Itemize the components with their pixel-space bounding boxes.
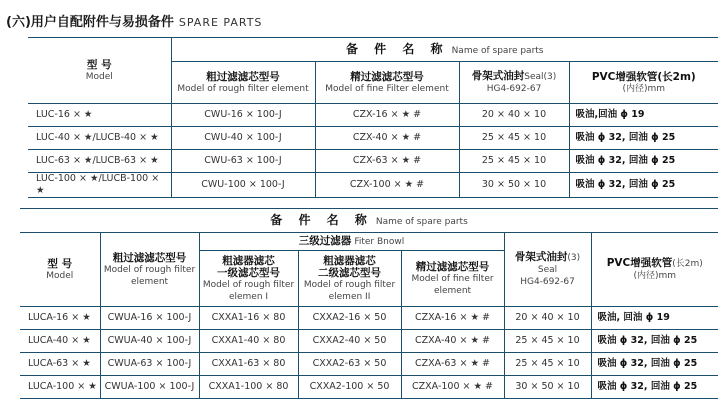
hose-header bbox=[569, 62, 718, 104]
section-heading bbox=[6, 11, 262, 31]
stage2-header-en: Model of rough filter elemen II bbox=[303, 279, 396, 302]
stage2-element-cell: CXXA2-100 × 50 bbox=[298, 376, 401, 399]
seal-header-std: HG4-692-67 bbox=[520, 277, 575, 287]
hose-cell: 吸油 ϕ 32, 回油 ϕ 25 bbox=[569, 150, 718, 173]
rough-filter-cell: CWUA-40 × 100-J bbox=[100, 330, 199, 353]
fine-filter-cell: CZXA-16 × ★ # bbox=[401, 307, 504, 330]
seal-header-en: Seal bbox=[537, 265, 558, 275]
stage2-element-cell: CXXA2-63 × 50 bbox=[298, 353, 401, 376]
hose-header-len: (长2m) bbox=[672, 259, 703, 269]
hose-header-en: (内径)mm bbox=[622, 83, 666, 94]
hose-header bbox=[591, 233, 718, 307]
spare-parts-header bbox=[20, 209, 718, 233]
fine-filter-cell: CZXA-40 × ★ # bbox=[401, 330, 504, 353]
model-header-en: Model bbox=[46, 270, 74, 281]
rough-filter-header-en: Model of rough filter element bbox=[177, 83, 309, 94]
stage2-element-cell: CXXA2-16 × 50 bbox=[298, 307, 401, 330]
hose-cell: 吸油 ϕ 32, 回油 ϕ 25 bbox=[591, 353, 718, 376]
fine-filter-header-zh: 精过滤滤芯型号 bbox=[415, 260, 490, 273]
stage1-element-header bbox=[199, 251, 298, 307]
model-header bbox=[28, 38, 171, 104]
hose-header-zh: PVC增强软管 bbox=[606, 257, 673, 269]
model-cell: LUCA-16 × ★ bbox=[20, 307, 100, 330]
spare-parts-header-en: Name of spare parts bbox=[451, 45, 544, 56]
fine-filter-header-en: Model of fine filter element bbox=[411, 273, 494, 296]
fine-filter-header bbox=[315, 62, 459, 104]
model-header-zh: 型 号 bbox=[86, 58, 112, 71]
fine-filter-cell: CZX-63 × ★ # bbox=[315, 150, 459, 173]
stage1-header-en: Model of rough filter elemen I bbox=[202, 279, 295, 302]
rough-filter-cell: CWU-63 × 100-J bbox=[171, 150, 315, 173]
spare-parts-header-en: Name of spare parts bbox=[375, 216, 468, 227]
rough-filter-cell: CWUA-100 × 100-J bbox=[100, 376, 199, 399]
fine-filter-cell: CZXA-63 × ★ # bbox=[401, 353, 504, 376]
rough-filter-header-zh: 粗过滤滤芯型号 bbox=[112, 251, 187, 264]
seal-header-zh: 骨架式油封 bbox=[514, 251, 568, 263]
hose-cell: 吸油 ϕ 32, 回油 ϕ 25 bbox=[569, 127, 718, 150]
spare-parts-table-luca bbox=[20, 208, 718, 399]
table-row bbox=[20, 376, 718, 399]
table-row bbox=[28, 104, 718, 127]
spare-parts-table-luc bbox=[28, 37, 718, 198]
stage2-element-header bbox=[298, 251, 401, 307]
stage1-element-cell: CXXA1-16 × 80 bbox=[199, 307, 298, 330]
seal-header-zh: 骨架式油封 bbox=[471, 70, 525, 82]
seal-cell: 20 × 40 × 10 bbox=[504, 307, 591, 330]
model-cell: LUCA-100 × ★ bbox=[20, 376, 100, 399]
hose-header-en: (内径)mm bbox=[633, 271, 677, 281]
fine-filter-cell: CZX-40 × ★ # bbox=[315, 127, 459, 150]
seal-cell: 25 × 45 × 10 bbox=[504, 353, 591, 376]
rough-filter-cell: CWU-40 × 100-J bbox=[171, 127, 315, 150]
model-cell: LUC-16 × ★ bbox=[28, 104, 171, 127]
rough-filter-cell: CWU-100 × 100-J bbox=[171, 173, 315, 198]
hose-cell: 吸油 ϕ 32, 回油 ϕ 25 bbox=[569, 173, 718, 198]
stage1-element-cell: CXXA1-63 × 80 bbox=[199, 353, 298, 376]
seal-header bbox=[459, 62, 569, 104]
heading-zh: (六)用户自配附件与易损备件 bbox=[6, 15, 174, 30]
model-cell: LUC-40 × ★/LUCB-40 × ★ bbox=[28, 127, 171, 150]
stage1-element-cell: CXXA1-100 × 80 bbox=[199, 376, 298, 399]
fine-filter-header-en: Model of fine Filter element bbox=[325, 83, 449, 94]
model-cell: LUC-63 × ★/LUCB-63 × ★ bbox=[28, 150, 171, 173]
filter-bowl-header bbox=[199, 233, 504, 251]
seal-cell: 30 × 50 × 10 bbox=[459, 173, 569, 198]
table-row bbox=[20, 330, 718, 353]
seal-cell: 25 × 45 × 10 bbox=[504, 330, 591, 353]
seal-header-std: HG4-692-67 bbox=[486, 84, 542, 94]
fine-filter-cell: CZX-16 × ★ # bbox=[315, 104, 459, 127]
hose-header-zh: PVC增强软管(长2m) bbox=[591, 70, 696, 83]
table-row bbox=[28, 150, 718, 173]
hose-cell: 吸油 ϕ 32, 回油 ϕ 25 bbox=[591, 376, 718, 399]
rough-filter-cell: CWU-16 × 100-J bbox=[171, 104, 315, 127]
spare-parts-header-zh: 备 件 名 称 bbox=[270, 212, 373, 227]
filter-bowl-header-zh: 三级过滤器 bbox=[298, 235, 352, 247]
rough-filter-cell: CWUA-16 × 100-J bbox=[100, 307, 199, 330]
model-header bbox=[20, 233, 100, 307]
heading-en: SPARE PARTS bbox=[178, 16, 263, 29]
seal-cell: 20 × 40 × 10 bbox=[459, 104, 569, 127]
fine-filter-header-zh: 精过滤滤芯型号 bbox=[350, 70, 424, 83]
spare-parts-header bbox=[171, 38, 718, 62]
seal-cell: 30 × 50 × 10 bbox=[504, 376, 591, 399]
stage1-header-zh2: 一级滤芯型号 bbox=[217, 266, 280, 279]
model-cell: LUC-100 × ★/LUCB-100 × ★ bbox=[28, 173, 171, 198]
rough-filter-header-zh: 粗过滤滤芯型号 bbox=[206, 70, 280, 83]
fine-filter-header bbox=[401, 251, 504, 307]
stage1-element-cell: CXXA1-40 × 80 bbox=[199, 330, 298, 353]
hose-cell: 吸油,回油 ϕ 19 bbox=[569, 104, 718, 127]
fine-filter-cell: CZXA-100 × ★ # bbox=[401, 376, 504, 399]
rough-filter-header-en: Model of rough filter element bbox=[103, 264, 196, 287]
spare-parts-header-zh: 备 件 名 称 bbox=[346, 41, 449, 56]
stage2-header-zh1: 粗滤器滤芯 bbox=[323, 254, 376, 267]
rough-filter-cell: CWUA-63 × 100-J bbox=[100, 353, 199, 376]
hose-cell: 吸油, 回油 ϕ 19 bbox=[591, 307, 718, 330]
table-row bbox=[28, 127, 718, 150]
model-header-en: Model bbox=[85, 71, 113, 82]
table-row bbox=[20, 307, 718, 330]
seal-header-en: Seal(3) bbox=[524, 72, 557, 82]
model-cell: LUCA-63 × ★ bbox=[20, 353, 100, 376]
stage1-header-zh1: 粗滤器滤芯 bbox=[222, 254, 275, 267]
rough-filter-header bbox=[171, 62, 315, 104]
table-row bbox=[20, 353, 718, 376]
seal-header-num: (3) bbox=[567, 253, 581, 263]
stage2-element-cell: CXXA2-40 × 50 bbox=[298, 330, 401, 353]
model-cell: LUCA-40 × ★ bbox=[20, 330, 100, 353]
table-row bbox=[28, 173, 718, 198]
seal-cell: 25 × 45 × 10 bbox=[459, 150, 569, 173]
rough-filter-header bbox=[100, 233, 199, 307]
seal-header bbox=[504, 233, 591, 307]
seal-cell: 25 × 45 × 10 bbox=[459, 127, 569, 150]
hose-cell: 吸油 ϕ 32, 回油 ϕ 25 bbox=[591, 330, 718, 353]
fine-filter-cell: CZX-100 × ★ # bbox=[315, 173, 459, 198]
model-header-zh: 型 号 bbox=[47, 257, 73, 270]
stage2-header-zh2: 二级滤芯型号 bbox=[318, 266, 381, 279]
filter-bowl-header-en: Fiter Bnowl bbox=[354, 237, 405, 247]
